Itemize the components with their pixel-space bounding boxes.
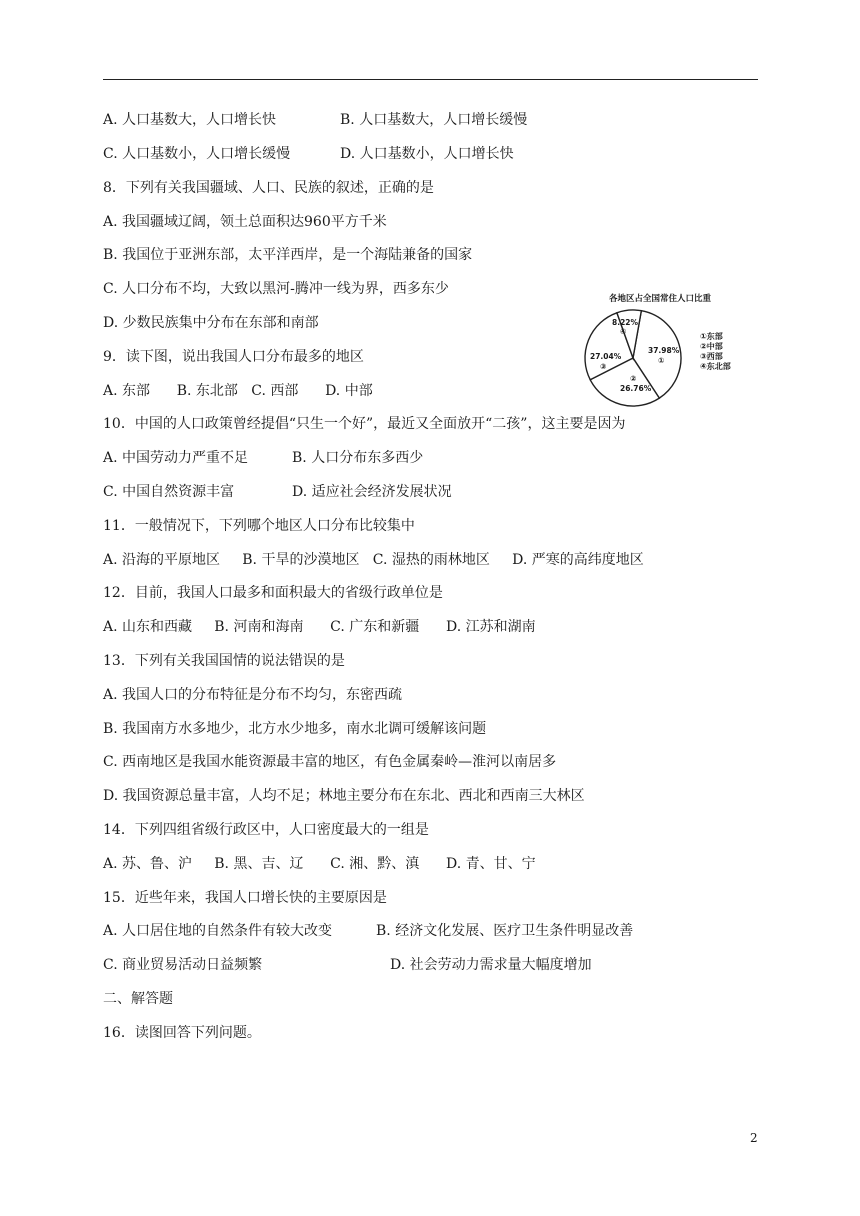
q8-option-d: D. 少数民族集中分布在东部和南部 [103, 315, 319, 331]
q8-option-b: B. 我国位于亚洲东部，太平洋西岸，是一个海陆兼备的国家 [103, 247, 473, 263]
q10-stem: 10．中国的人口政策曾经提倡“只生一个好”，最近又全面放开“二孩”，这主要是因为 [103, 416, 626, 432]
slice-label-1-value: 37.98% [648, 346, 680, 355]
q15-stem: 15．近些年来，我国人口增长快的主要原因是 [103, 890, 387, 906]
q10-option-d: D. 适应社会经济发展状况 [292, 484, 452, 500]
legend-item-east: ①东部 [700, 332, 723, 341]
q9-options: A. 东部 B. 东北部 C. 西部 D. 中部 [103, 383, 373, 399]
q7-option-d: D. 人口基数小，人口增长快 [340, 146, 514, 162]
q7-option-c: C. 人口基数小，人口增长缓慢 [103, 146, 291, 162]
legend-item-northeast: ④东北部 [700, 362, 731, 371]
q12-options: A. 山东和西藏 B. 河南和海南 C. 广东和新疆 D. 江苏和湖南 [103, 619, 536, 635]
legend-item-central: ②中部 [700, 342, 723, 351]
legend-item-west: ③西部 [700, 352, 723, 361]
q15-option-c: C. 商业贸易活动日益频繁 [103, 957, 263, 973]
q13-option-a: A. 我国人口的分布特征是分布不均匀，东密西疏 [103, 687, 403, 703]
slice-label-4-value: 8.22% [612, 318, 639, 327]
q13-stem: 13．下列有关我国国情的说法错误的是 [103, 653, 345, 669]
q13-option-b: B. 我国南方水多地少，北方水少地多，南水北调可缓解该问题 [103, 721, 487, 737]
q10-option-a: A. 中国劳动力严重不足 [103, 450, 249, 466]
q15-option-d: D. 社会劳动力需求量大幅度增加 [390, 957, 592, 973]
section-heading: 二、解答题 [103, 991, 173, 1007]
q13-option-d: D. 我国资源总量丰富，人均不足；林地主要分布在东北、西北和西南三大林区 [103, 788, 585, 804]
q7-option-b: B. 人口基数大，人口增长缓慢 [340, 112, 528, 128]
q9-stem: 9．读下图，说出我国人口分布最多的地区 [103, 349, 364, 365]
q14-stem: 14．下列四组省级行政区中，人口密度最大的一组是 [103, 822, 429, 838]
q10-option-b: B. 人口分布东多西少 [292, 450, 424, 466]
q7-option-a: A. 人口基数大，人口增长快 [103, 112, 277, 128]
q8-stem: 8．下列有关我国疆域、人口、民族的叙述，正确的是 [103, 180, 434, 196]
q13-option-c: C. 西南地区是我国水能资源最丰富的地区，有色金属秦岭—淮河以南居多 [103, 754, 557, 770]
q16-stem: 16．读图回答下列问题。 [103, 1025, 261, 1041]
page-number: 2 [750, 1131, 758, 1145]
slice-label-1-marker: ① [658, 356, 665, 365]
q14-options: A. 苏、鲁、沪 B. 黑、吉、辽 C. 湘、黔、滇 D. 青、甘、宁 [103, 856, 536, 872]
q11-stem: 11．一般情况下，下列哪个地区人口分布比较集中 [103, 518, 415, 534]
figure-title: 各地区占全国常住人口比重 [608, 294, 711, 304]
q15-option-b: B. 经济文化发展、医疗卫生条件明显改善 [376, 923, 634, 939]
slice-label-2-marker: ② [630, 374, 637, 383]
q15-option-a: A. 人口居住地的自然条件有较大改变 [103, 923, 333, 939]
slice-label-3-value: 27.04% [590, 352, 622, 361]
slice-label-4-marker: ④ [620, 327, 627, 336]
q8-option-c: C. 人口分布不均，大致以黑河-腾冲一线为界，西多东少 [103, 281, 449, 297]
slice-label-3-marker: ③ [600, 362, 607, 371]
population-pie-figure [572, 292, 748, 410]
q12-stem: 12．目前，我国人口最多和面积最大的省级行政单位是 [103, 585, 443, 601]
q10-option-c: C. 中国自然资源丰富 [103, 484, 235, 500]
slice-label-2-value: 26.76% [620, 384, 652, 393]
figure-legend [700, 332, 731, 372]
q11-options: A. 沿海的平原地区 B. 干旱的沙漠地区 C. 湿热的雨林地区 D. 严寒的高纬度地区 [103, 552, 644, 568]
q8-option-a: A. 我国疆域辽阔，领土总面积达960平方千米 [103, 214, 387, 230]
header-rule [103, 79, 758, 80]
